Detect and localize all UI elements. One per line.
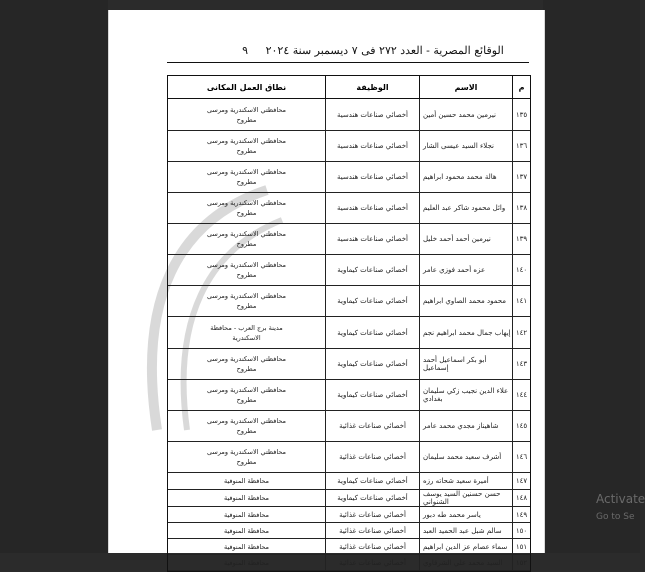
row-number: ١٤٢ xyxy=(512,317,530,348)
desktop-background-left xyxy=(0,0,108,553)
row-area-line2: مطروح xyxy=(236,302,257,310)
row-area-line1: محافظتي الاسكندرية ومرسى xyxy=(206,386,287,394)
row-area-line1: محافظة المنوفية xyxy=(223,477,270,485)
page-number: ٩ xyxy=(242,44,249,57)
table-row xyxy=(168,131,530,162)
header-rule xyxy=(167,62,529,63)
document-page xyxy=(108,10,545,567)
row-name: إيهاب جمال محمد ابراهيم نجم xyxy=(419,317,512,348)
table-row xyxy=(168,442,530,473)
row-job: أخصائي صناعات كيماوية xyxy=(325,473,419,489)
row-job: أخصائي صناعات كيماوية xyxy=(325,317,419,348)
row-area-line2: مطروح xyxy=(236,178,257,186)
row-job: أخصائي صناعات غذائية xyxy=(325,523,419,538)
table-row xyxy=(168,507,530,523)
row-area-line2: مطروح xyxy=(236,147,257,155)
table-row xyxy=(168,523,530,539)
table-row xyxy=(168,473,530,490)
row-name: سالم شبل عبد الحميد العبد xyxy=(419,523,512,538)
row-number: ١٤٣ xyxy=(512,349,530,379)
row-area xyxy=(168,523,325,538)
row-area-line2: الاسكندرية xyxy=(232,333,261,342)
row-job: أخصائي صناعات هندسية xyxy=(325,99,419,130)
row-area xyxy=(168,380,325,410)
row-area xyxy=(168,286,325,316)
row-area-line1: محافظتي الاسكندرية ومرسى xyxy=(206,137,287,145)
table-row xyxy=(168,539,530,555)
row-area xyxy=(168,539,325,554)
row-area-line1: محافظتي الاسكندرية ومرسى xyxy=(206,448,287,456)
table-row xyxy=(168,99,530,131)
row-job: أخصائي صناعات هندسية xyxy=(325,131,419,161)
row-job: أخصائي صناعات غذائية xyxy=(325,442,419,472)
row-area xyxy=(168,255,325,285)
row-name: أبو بكر اسماعيل أحمد إسماعيل xyxy=(419,349,512,379)
row-area-line1: مدينة برج العرب - محافظة xyxy=(210,323,283,332)
table-row xyxy=(168,411,530,442)
row-area-line1: محافظتي الاسكندرية ومرسى xyxy=(206,292,287,300)
row-area xyxy=(168,349,325,379)
col-header-name: الاسم xyxy=(419,76,512,98)
desktop-background-right xyxy=(543,0,640,553)
row-area xyxy=(168,411,325,441)
row-area xyxy=(168,507,325,522)
row-number: ١٤٤ xyxy=(512,380,530,410)
employees-table xyxy=(167,75,531,572)
row-area-line1: محافظة المنوفية xyxy=(223,542,270,551)
row-number: ١٤٩ xyxy=(512,507,530,522)
row-job: أخصائي صناعات هندسية xyxy=(325,162,419,192)
row-name: عزه أحمد فوزي عامر xyxy=(419,255,512,285)
table-header xyxy=(168,76,530,99)
row-job: أخصائي صناعات غذائية xyxy=(325,507,419,522)
row-area-line1: محافظة المنوفية xyxy=(223,558,270,567)
activate-windows-title: Activate xyxy=(596,492,645,506)
row-name: نيرمين أحمد أحمد خليل xyxy=(419,224,512,254)
row-number: ١٣٧ xyxy=(512,162,530,192)
table-row xyxy=(168,317,530,349)
row-area-line1: محافظتي الاسكندرية ومرسى xyxy=(206,168,287,176)
row-area xyxy=(168,99,325,130)
row-number: ١٥١ xyxy=(512,539,530,554)
table-row xyxy=(168,193,530,224)
row-area xyxy=(168,162,325,192)
row-area-line1: محافظتي الاسكندرية ومرسى xyxy=(206,355,287,363)
table-row xyxy=(168,380,530,411)
table-row xyxy=(168,255,530,286)
row-area xyxy=(168,490,325,506)
row-area xyxy=(168,317,325,348)
row-area-line1: محافظة المنوفية xyxy=(223,526,270,535)
row-name: شاهيناز مجدي محمد عامر xyxy=(419,411,512,441)
row-number: ١٥٠ xyxy=(512,523,530,538)
row-number: ١٣٩ xyxy=(512,224,530,254)
table-row xyxy=(168,162,530,193)
row-number: ١٥٢ xyxy=(512,555,530,570)
row-area-line2: مطروح xyxy=(236,365,257,373)
row-area-line2: مطروح xyxy=(236,240,257,248)
row-area-line1: محافظتي الاسكندرية ومرسى xyxy=(206,417,287,425)
row-name: علاء الدين نجيب زكي سليمان بغدادي xyxy=(419,380,512,410)
table-row xyxy=(168,286,530,317)
row-area-line2: مطروح xyxy=(236,209,257,217)
row-job: أخصائي صناعات كيماوية xyxy=(325,349,419,379)
col-header-num: م xyxy=(512,76,530,98)
row-name: نجلاء السيد عيسى الشار xyxy=(419,131,512,161)
row-area-line1: محافظتي الاسكندرية ومرسى xyxy=(206,261,287,269)
table-row xyxy=(168,349,530,380)
activate-windows-subtitle: Go to Se xyxy=(596,512,635,522)
row-area xyxy=(168,555,325,570)
row-name: نيرمين محمد حسين أمين xyxy=(419,99,512,130)
row-number: ١٣٥ xyxy=(512,99,530,130)
row-area-line2: مطروح xyxy=(236,396,257,404)
row-number: ١٤٠ xyxy=(512,255,530,285)
row-area-line2: مطروح xyxy=(236,271,257,279)
row-name: أشرف سعيد محمد سليمان xyxy=(419,442,512,472)
row-area xyxy=(168,193,325,223)
row-name: أميرة سعيد شحاته رزه xyxy=(419,473,512,489)
row-job: أخصائي صناعات كيماوية xyxy=(325,286,419,316)
row-area xyxy=(168,224,325,254)
row-job: أخصائي صناعات كيماوية xyxy=(325,490,419,506)
table-row xyxy=(168,224,530,255)
row-job: أخصائي صناعات غذائية xyxy=(325,411,419,441)
row-area xyxy=(168,131,325,161)
row-name: حسن حسنين السيد يوسف الشنواني xyxy=(419,490,512,506)
row-area-line2: مطروح xyxy=(236,458,257,466)
row-name: ياسر محمد طه دبور xyxy=(419,507,512,522)
row-job: أخصائي صناعات كيماوية xyxy=(325,380,419,410)
row-area xyxy=(168,442,325,472)
row-job: أخصائي صناعات هندسية xyxy=(325,224,419,254)
row-area-line2: مطروح xyxy=(236,427,257,435)
row-number: ١٤٥ xyxy=(512,411,530,441)
table-row xyxy=(168,555,530,571)
row-name: السيد محمد علي الشرقاوي xyxy=(419,555,512,570)
row-number: ١٤٧ xyxy=(512,473,530,489)
row-area-line1: محافظتي الاسكندرية ومرسى xyxy=(206,199,287,207)
table-row xyxy=(168,490,530,507)
row-job: أخصائي صناعات هندسية xyxy=(325,193,419,223)
col-header-area: نطاق العمل المكانى xyxy=(206,82,287,92)
row-area-line1: محافظة المنوفية xyxy=(223,494,270,502)
row-area-line2: مطروح xyxy=(236,115,257,124)
header-title: الوقائع المصرية - العدد ٢٧٢ فى ٧ ديسمبر سنة ٢٠٢٤ xyxy=(265,44,504,57)
row-job: أخصائي صناعات كيماوية xyxy=(325,255,419,285)
row-name: وائل محمود شاكر عبد العليم xyxy=(419,193,512,223)
row-area-line1: محافظتي الاسكندرية ومرسى xyxy=(206,105,287,114)
row-name: هالة محمد محمود ابراهيم xyxy=(419,162,512,192)
row-number: ١٤٨ xyxy=(512,490,530,506)
row-number: ١٤١ xyxy=(512,286,530,316)
row-name: محمود محمد الصاوي ابراهيم xyxy=(419,286,512,316)
col-header-job: الوظيفة xyxy=(325,76,419,98)
row-area-line1: محافظة المنوفية xyxy=(223,510,270,519)
row-area xyxy=(168,473,325,489)
row-number: ١٤٦ xyxy=(512,442,530,472)
row-number: ١٣٦ xyxy=(512,131,530,161)
row-name: سماء عصام عز الدين ابراهيم xyxy=(419,539,512,554)
table-body xyxy=(168,99,530,571)
row-number: ١٣٨ xyxy=(512,193,530,223)
page-header xyxy=(171,44,575,57)
row-job: أخصائي صناعات غذائية xyxy=(325,539,419,554)
row-area-line1: محافظتي الاسكندرية ومرسى xyxy=(206,230,287,238)
row-job: أخصائي صناعات غذائية xyxy=(325,555,419,570)
